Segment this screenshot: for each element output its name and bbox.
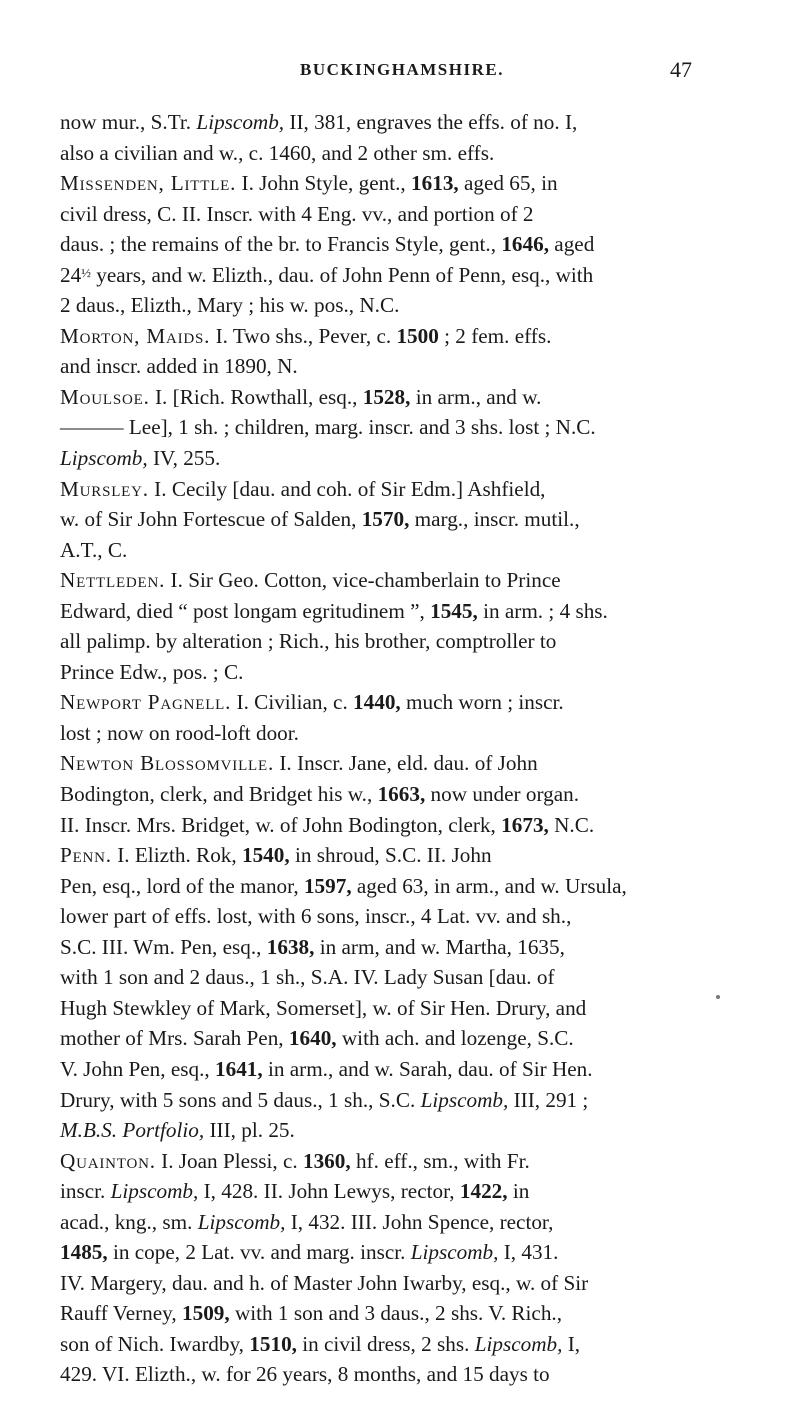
text-segment: civil dress, C. II. Inscr. with 4 Eng. vv., and portion of 2	[60, 201, 534, 226]
text-segment: III, 291 ;	[508, 1087, 589, 1112]
text-segment: 1613,	[411, 171, 459, 196]
text-segment: 1528,	[362, 384, 411, 409]
text-segment: Lipscomb,	[474, 1331, 563, 1356]
text-segment: 429. VI. Elizth., w. for 26 years, 8 months, and 15 days to	[60, 1362, 550, 1387]
text-segment: M.B.S. Portfolio,	[60, 1118, 205, 1143]
text-segment: II. Inscr. Mrs. Bridget, w. of John Bodington, clerk,	[60, 812, 502, 837]
text-line	[60, 412, 710, 443]
text-line	[60, 748, 710, 779]
text-segment: I. Elizth. Rok,	[111, 843, 242, 868]
text-segment: I, 428. II. John Lewys, rector,	[198, 1179, 460, 1204]
text-segment: in arm., and w. Sarah, dau. of Sir Hen.	[262, 1056, 593, 1081]
text-segment: Newton Blossomville.	[60, 751, 275, 776]
text-line	[60, 1176, 710, 1207]
text-segment: and inscr. added in 1890, N.	[60, 354, 298, 379]
body-text	[60, 107, 710, 1390]
text-segment: 24	[60, 262, 82, 287]
text-segment: Lipscomb,	[420, 1087, 509, 1112]
text-segment: Rauff Verney,	[60, 1301, 182, 1326]
running-title: BUCKINGHAMSHIRE.	[300, 60, 504, 79]
text-segment: ——— Lee], 1 sh. ; children, marg. inscr. and 3 shs. lost ; N.C.	[60, 415, 596, 440]
text-segment: in	[507, 1179, 530, 1204]
text-segment: in arm., and w.	[410, 384, 542, 409]
text-line	[60, 1146, 710, 1177]
text-segment: 1440,	[353, 690, 401, 715]
text-segment: aged 65, in	[458, 171, 558, 196]
text-line	[60, 871, 710, 902]
text-segment: in shroud, S.C. II. John	[289, 843, 492, 868]
text-segment: 1509,	[182, 1301, 230, 1326]
text-segment: IV. Margery, dau. and h. of Master John Iwarby, esq., w. of Sir	[60, 1270, 589, 1295]
text-line	[60, 535, 710, 566]
text-line	[60, 901, 710, 932]
text-segment: Missenden, Little.	[60, 171, 237, 196]
text-line	[60, 1359, 710, 1390]
text-segment: I,	[562, 1331, 581, 1356]
text-segment: hf. eff., sm., with Fr.	[350, 1148, 530, 1173]
text-segment: I. John Style, gent.,	[236, 171, 412, 196]
text-segment: aged 63, in arm., and w. Ursula,	[351, 873, 627, 898]
text-segment: now under organ.	[425, 782, 580, 807]
text-line	[60, 1115, 710, 1146]
text-segment: V. John Pen, esq.,	[60, 1056, 215, 1081]
text-segment: all palimp. by alteration ; Rich., his brother, comptroller to	[60, 629, 557, 654]
text-segment: I, 431.	[498, 1240, 559, 1265]
text-segment: Penn.	[60, 843, 112, 868]
text-segment: also a civilian and w., c. 1460, and 2 other sm. effs.	[60, 140, 495, 165]
text-segment: Prince Edw., pos. ; C.	[60, 659, 244, 684]
text-line	[60, 443, 710, 474]
text-line	[60, 1054, 710, 1085]
text-line	[60, 351, 710, 382]
text-line	[60, 321, 710, 352]
page-header	[112, 57, 692, 90]
text-segment: Moulsoe.	[60, 384, 150, 409]
text-line	[60, 932, 710, 963]
text-segment: in cope, 2 Lat. vv. and marg. inscr.	[107, 1240, 411, 1265]
text-line	[60, 657, 710, 688]
text-segment: 1570,	[361, 507, 410, 532]
text-line	[60, 199, 710, 230]
text-line	[60, 290, 710, 321]
text-segment: ; 2 fem. effs.	[438, 323, 552, 348]
text-segment: Hugh Stewkley of Mark, Somerset], w. of Sir Hen. Drury, and	[60, 995, 587, 1020]
text-segment: 1641,	[215, 1056, 263, 1081]
text-segment: 1638,	[266, 934, 315, 959]
text-line	[60, 810, 710, 841]
text-segment: II, 381, engraves the effs. of no. I,	[284, 110, 578, 134]
text-line	[60, 168, 710, 199]
text-segment: 1510,	[249, 1331, 297, 1356]
text-line	[60, 1207, 710, 1238]
text-line	[60, 596, 710, 627]
text-segment: 1485,	[60, 1240, 108, 1265]
text-line	[60, 1085, 710, 1116]
text-segment: with 1 son and 3 daus., 2 shs. V. Rich.,	[229, 1301, 563, 1326]
text-segment: with 1 son and 2 daus., 1 sh., S.A. IV. Lady Susan [dau. of	[60, 965, 555, 990]
text-segment: marg., inscr. mutil.,	[409, 507, 580, 532]
text-segment: I. Inscr. Jane, eld. dau. of John	[274, 751, 538, 776]
text-line	[60, 1023, 710, 1054]
text-line	[60, 1268, 710, 1299]
text-segment: in civil dress, 2 shs.	[296, 1331, 475, 1356]
page-number: 47	[670, 57, 692, 82]
text-segment: Lipscomb,	[60, 446, 148, 471]
text-segment: IV, 255.	[147, 446, 221, 471]
text-segment: Edward, died “ post longam egritudinem ”,	[60, 598, 431, 623]
text-segment: son of Nich. Iwardby,	[60, 1331, 250, 1356]
text-segment: lower part of effs. lost, with 6 sons, inscr., 4 Lat. vv. and sh.,	[60, 904, 572, 929]
text-line	[60, 626, 710, 657]
text-line	[60, 1298, 710, 1329]
text-line	[60, 504, 710, 535]
text-line	[60, 993, 710, 1024]
text-line	[60, 840, 710, 871]
text-segment: A.T., C.	[60, 537, 128, 562]
text-segment: inscr.	[60, 1179, 111, 1204]
text-segment: Newport Pagnell.	[60, 690, 232, 715]
text-line	[60, 229, 710, 260]
text-segment: 1663,	[377, 782, 426, 807]
text-segment: 1360,	[302, 1148, 351, 1173]
text-segment: 1640,	[288, 1026, 337, 1051]
text-segment: much worn ; inscr.	[400, 690, 564, 715]
text-segment: 1422,	[459, 1179, 508, 1204]
text-line	[60, 565, 710, 596]
text-segment: I, 432. III. John Spence, rector,	[285, 1209, 554, 1234]
text-segment: 1646,	[501, 232, 549, 257]
print-speck	[716, 995, 720, 999]
text-segment: I. [Rich. Rowthall, esq.,	[149, 384, 363, 409]
text-segment: Drury, with 5 sons and 5 daus., 1 sh., S.C.	[60, 1087, 421, 1112]
text-segment: ½	[81, 264, 91, 280]
text-segment: 2 daus., Elizth., Mary ; his w. pos., N.C.	[60, 293, 400, 318]
text-segment: I. Joan Plessi, c.	[155, 1148, 303, 1173]
text-segment: 1545,	[430, 598, 478, 623]
text-line	[60, 962, 710, 993]
text-segment: mother of Mrs. Sarah Pen,	[60, 1026, 289, 1051]
text-segment: Lipscomb,	[196, 110, 285, 134]
text-segment: Lipscomb,	[110, 1179, 199, 1204]
text-segment: Lipscomb,	[197, 1209, 286, 1234]
text-segment: Mursley.	[60, 476, 149, 501]
text-segment: III, pl. 25.	[204, 1118, 295, 1143]
text-line	[60, 382, 710, 413]
text-segment: S.C. III. Wm. Pen, esq.,	[60, 934, 267, 959]
text-segment: 1673,	[501, 812, 549, 837]
text-segment: Lipscomb,	[410, 1240, 499, 1265]
text-line	[60, 474, 710, 505]
text-segment: in arm. ; 4 shs.	[477, 598, 608, 623]
text-line	[60, 138, 710, 169]
text-segment: I. Two shs., Pever, c.	[210, 323, 397, 348]
text-segment: Pen, esq., lord of the manor,	[60, 873, 304, 898]
text-line	[60, 107, 710, 138]
text-segment: years, and w. Elizth., dau. of John Penn of Penn, esq., with	[90, 262, 594, 287]
text-line	[60, 260, 710, 291]
text-segment: I. Cecily [dau. and coh. of Sir Edm.] Ashfield,	[148, 476, 546, 501]
text-segment: aged	[549, 232, 595, 257]
text-segment: Morton, Maids.	[60, 323, 211, 348]
text-segment: daus. ; the remains of the br. to Francis Style, gent.,	[60, 232, 502, 257]
text-line	[60, 718, 710, 749]
text-segment: with ach. and lozenge, S.C.	[336, 1026, 574, 1051]
text-segment: w. of Sir John Fortescue of Salden,	[60, 507, 362, 532]
text-segment: now mur., S.Tr.	[60, 110, 197, 134]
text-segment: in arm, and w. Martha, 1635,	[314, 934, 565, 959]
text-segment: Quainton.	[60, 1148, 156, 1173]
text-segment: 1540,	[241, 843, 290, 868]
text-segment: I. Sir Geo. Cotton, vice-chamberlain to Prince	[165, 568, 561, 593]
text-line	[60, 687, 710, 718]
text-segment: Bodington, clerk, and Bridget his w.,	[60, 782, 378, 807]
text-segment: lost ; now on rood-loft door.	[60, 720, 299, 745]
text-segment: I. Civilian, c.	[231, 690, 354, 715]
text-segment: N.C.	[548, 812, 595, 837]
text-line	[60, 1237, 710, 1268]
text-segment: 1500	[396, 323, 439, 348]
text-segment: acad., kng., sm.	[60, 1209, 198, 1234]
text-segment: 1597,	[303, 873, 352, 898]
text-line	[60, 779, 710, 810]
text-line	[60, 1329, 710, 1360]
text-segment: Nettleden.	[60, 568, 166, 593]
